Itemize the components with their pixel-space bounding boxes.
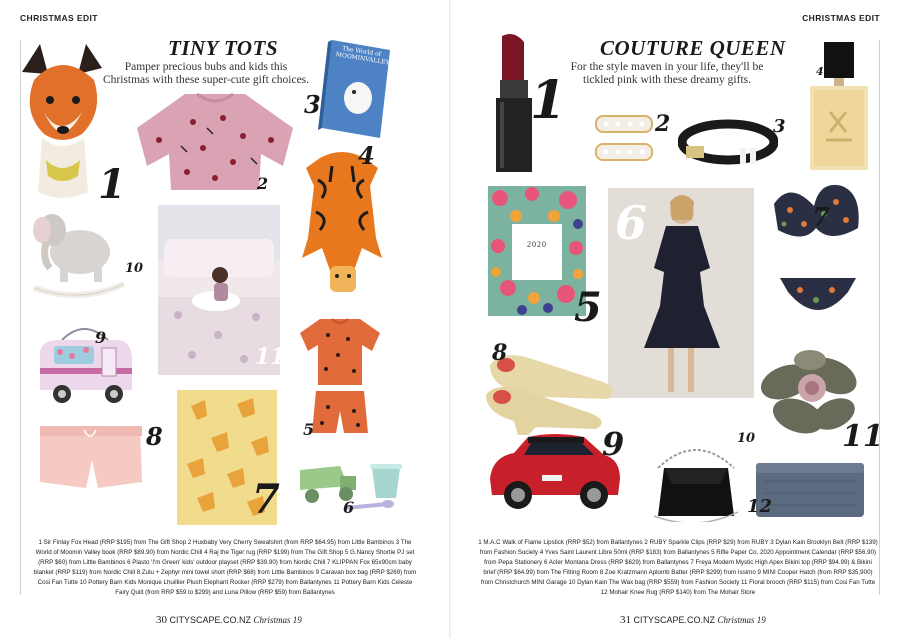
right-page xyxy=(450,0,900,638)
section-label: CHRISTMAS EDIT xyxy=(802,13,880,23)
item-number-9: 9 xyxy=(602,425,625,463)
sweatshirt-image xyxy=(133,88,298,193)
issue-name: Christmas 19 xyxy=(253,615,302,625)
site-name: CITYSCAPE.CO.NZ xyxy=(633,615,716,625)
wax-bag-image xyxy=(650,432,742,522)
intro-text: For the style maven in your life, they'll be tickled pink with these dreamy gifts. xyxy=(570,61,764,86)
sparkle-clips-image xyxy=(592,110,657,170)
item-number-8: 8 xyxy=(492,340,508,366)
page-number: 31 xyxy=(620,614,631,626)
page-title: COUTURE QUEEN xyxy=(600,36,786,60)
page-folio xyxy=(156,614,302,626)
issue-name: Christmas 19 xyxy=(717,615,766,625)
item-number-1: 1 xyxy=(530,70,567,131)
item-number-6: 6 xyxy=(615,196,648,250)
item-number-3: 3 xyxy=(304,90,321,119)
towel-short-image xyxy=(36,420,146,505)
item-number-5: 5 xyxy=(303,420,315,439)
elephant-rocker-image xyxy=(28,208,128,303)
item-number-3: 3 xyxy=(773,116,786,137)
book-title-text: The World of MOOMINVALLEY xyxy=(335,45,390,67)
section-label: CHRISTMAS EDIT xyxy=(20,13,98,23)
item-number-8: 8 xyxy=(146,422,163,451)
calendar-year-text: 2020 xyxy=(527,240,547,249)
site-name: CITYSCAPE.CO.NZ xyxy=(169,615,252,625)
intro-text: Pamper precious bubs and kids this Christmas with these super-cute gift choices. xyxy=(102,61,310,86)
item-number-11: 11 xyxy=(842,419,884,454)
perfume-image xyxy=(806,42,872,174)
calendar-image xyxy=(488,186,586,316)
product-caption: 1 M.A.C Walk of Flame Lipstick (RRP $52) from Ballantynes 2 RUBY Sparkle Clips (RRP $29) from RUBY 3 Dylan Kain Brooklyn Belt (RRP $139) from Fashion Society 4 Yves Saint Laurent Libre 50ml (RRP $183) from Ballantynes 5 Rifle Paper Co. 2020 Appointment Calendar (RRP $56.90) from Pepa Stationery 6 Acler Montana Dress (RRP $629) from Ballantynes 7 Freya Modern Mystic High Apex Bikini top (RRP $94.99) & Bikini brief (RRP $64.99) from The Fitting Room 8 Zoe Kratzmann Aplomb Batter (RRP $299) from Issimo 9 MINI Cooper Hatch (from RRP $35,900) from Christchurch MINI Garage 10 Dylan Kain The Wax bag (RRP $559) from Fashion Society 11 Floral brooch (RRP $115) from Cosi Fan Tutte 12 Mohair Knee Rug (RRP $140) from The Mohair Store xyxy=(478,539,878,596)
fox-head-image xyxy=(12,42,112,207)
page-title: TINY TOTS xyxy=(168,36,279,60)
item-number-5: 5 xyxy=(574,284,602,331)
product-caption: 1 Sir Finlay Fox Head (RRP $195) from The Gift Shop 2 Huxbaby Very Cherry Sweatshirt (from RRP $64.95) from Little Bambinos 3 The World of Moomin Valley book (RRP $89.90) from Nordic Chill 4 Raj the Tiger rug (RRP $199) from The Gift Shop 5 G.Nancy Shortie PJ set (RRP $60) from Little Bambinos 6 Plasto 'I'm Green' kids' outdoor playset (RRP $39.90) from Nordic Chill 7 KLIPPAN Fox 65x90cm baby blanket (RRP $119) from Nordic Chill 8 Zulu + Zephyr mini towel short (RRP $68) from Little Bambinos 9 Caravan box bag (RRP $269) from Cosi Fan Tutte 10 Pottery Barn Kids Monique Lhuillier Plush Elephant Rocker (RRP $279) from Ballantynes 11 Pottery Barn Kids Celeste Fairy Quilt (from RRP $59 to $299) and Luna Pillow (RRP $59) from Ballantynes xyxy=(33,539,417,596)
item-number-4: 4 xyxy=(816,65,824,78)
caravan-bag-image xyxy=(32,322,137,410)
item-number-6: 6 xyxy=(343,498,355,517)
item-number-7: 7 xyxy=(252,476,280,523)
item-number-10: 10 xyxy=(125,261,144,276)
item-number-7: 7 xyxy=(812,203,831,233)
page-folio xyxy=(620,614,766,626)
item-number-2: 2 xyxy=(257,174,269,193)
margin-rule xyxy=(879,40,880,595)
page-number: 30 xyxy=(156,614,167,626)
item-number-2: 2 xyxy=(655,111,671,137)
item-number-9: 9 xyxy=(95,328,107,347)
belt-image xyxy=(678,118,778,173)
item-number-12: 12 xyxy=(747,496,773,517)
item-number-4: 4 xyxy=(358,141,375,170)
item-number-11: 11 xyxy=(255,344,286,370)
item-number-10: 10 xyxy=(737,431,756,446)
item-number-1: 1 xyxy=(98,161,126,208)
